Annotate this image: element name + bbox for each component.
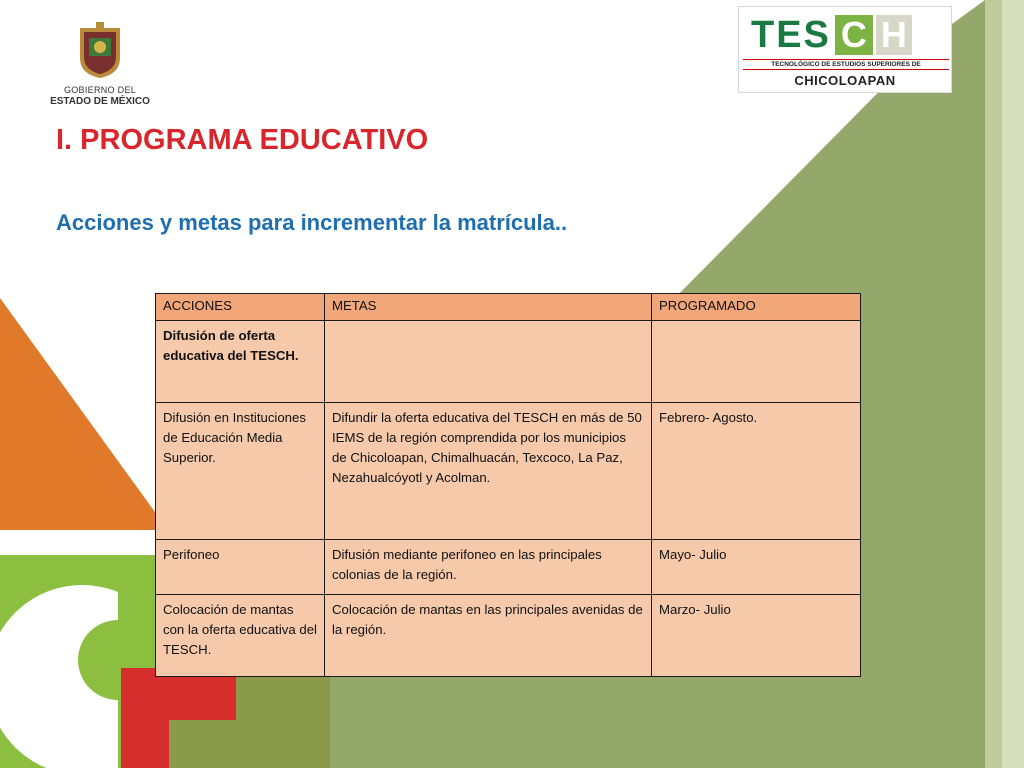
gobierno-caption-line2: ESTADO DE MÉXICO [50,96,150,107]
cell-metas: Colocación de mantas en las principales avenidas de la región. [325,595,652,677]
tesch-logo-h: H [876,15,912,55]
cell-metas [325,321,652,403]
actions-table [155,293,861,677]
gobierno-caption-line1: GOBIERNO DEL [63,85,137,95]
cell-acciones: Colocación de mantas con la oferta educativa del TESCH. [156,595,325,677]
state-seal-icon [72,20,128,80]
table-header-row [156,294,861,321]
cell-acciones: Perifoneo [156,540,325,595]
header-metas: METAS [325,294,652,321]
tesch-logo [738,6,952,93]
table-row [156,540,861,595]
table-row [156,595,861,677]
tesch-logo-tes: TES [751,14,831,56]
tesch-logo-subtitle: TECNOLÓGICO DE ESTUDIOS SUPERIORES DE [743,59,949,70]
tesch-logo-place: CHICOLOAPAN [794,73,896,88]
header-acciones: ACCIONES [156,294,325,321]
table-row [156,321,861,403]
page-title: I. PROGRAMA EDUCATIVO [56,124,429,156]
gobierno-logo [40,20,160,110]
cell-programado: Marzo- Julio [652,595,861,677]
cell-programado [652,321,861,403]
cell-programado: Mayo- Julio [652,540,861,595]
header-programado: PROGRAMADO [652,294,861,321]
page-subtitle: Acciones y metas para incrementar la matrícula.. [56,210,568,235]
tesch-logo-c: C [835,15,873,55]
cell-acciones: Difusión de oferta educativa del TESCH. [156,321,325,403]
cell-metas: Difundir la oferta educativa del TESCH en más de 50 IEMS de la región comprendida por los municipios de Chicoloapan, Chimalhuacán, Texcoco, La Paz, Nezahualcóyotl y Acolman. [325,403,652,540]
orange-triangle [0,298,168,530]
cell-acciones: Difusión en Instituciones de Educación Media Superior. [156,403,325,540]
cell-metas: Difusión mediante perifoneo en las principales colonias de la región. [325,540,652,595]
table-row [156,403,861,540]
right-stripe-light [1002,0,1024,768]
cell-programado: Febrero- Agosto. [652,403,861,540]
